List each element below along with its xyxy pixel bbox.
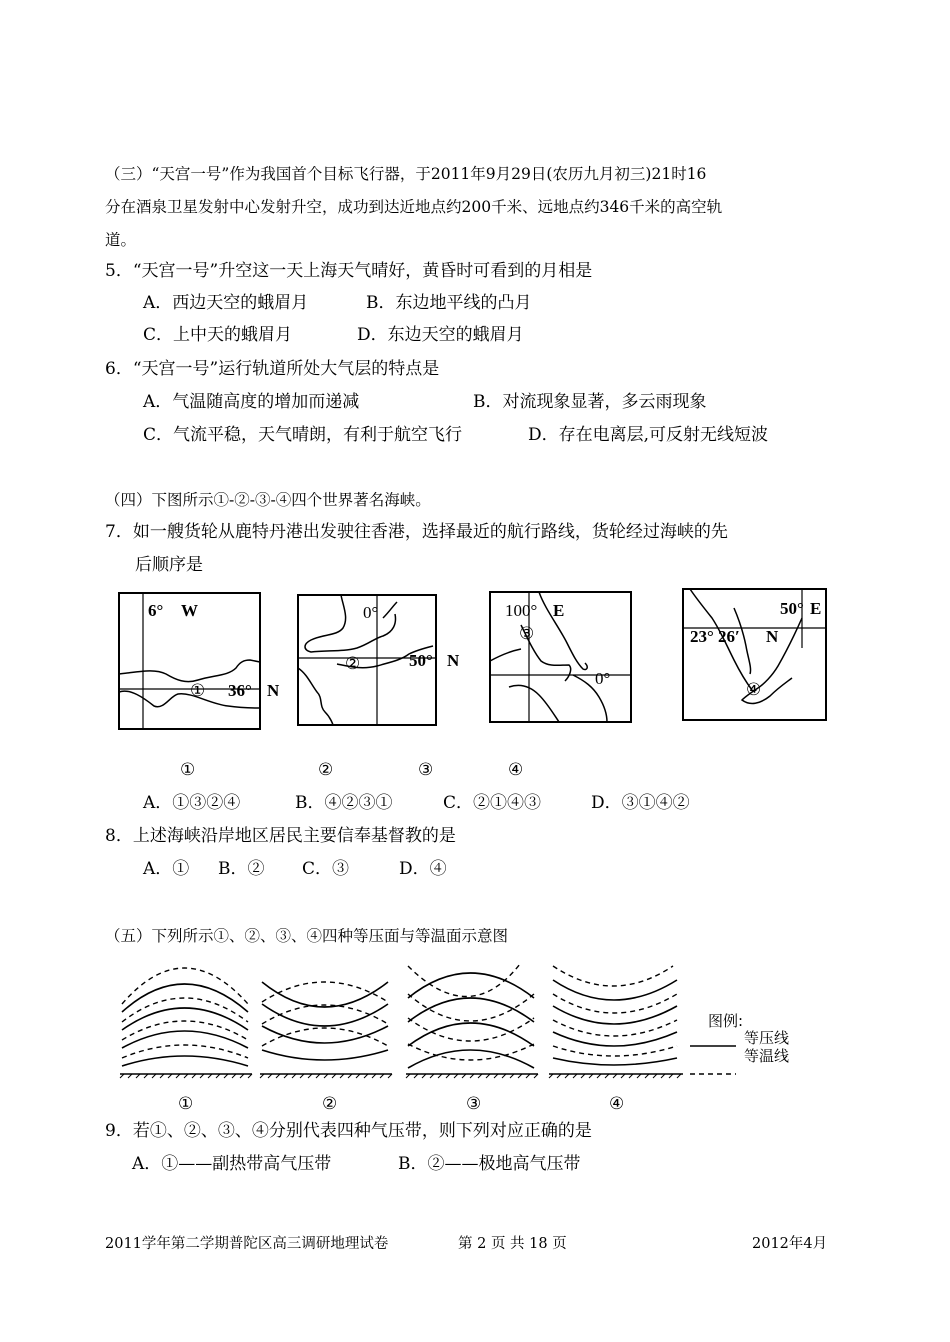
isobar-caption-4: ④ <box>609 1094 625 1114</box>
q8-stem: 8．上述海峡沿岸地区居民主要信奉基督教的是 <box>105 826 456 846</box>
map1-lon-dir: W <box>181 601 198 620</box>
strait-map-4 <box>682 588 830 723</box>
map1-lat-label: 36° <box>228 681 252 700</box>
map4-marker: ④ <box>746 680 762 699</box>
section3-intro-line2: 分在酒泉卫星发射中心发射升空，成功到达近地点约200千米、远地点约346千米的高空轨 <box>105 198 723 216</box>
map2-marker: ② <box>345 654 361 673</box>
footer-page-number: 第 2 页 共 18 页 <box>458 1236 567 1252</box>
isobar-diagram-2 <box>258 952 398 1082</box>
q5-option-b: B．东边地平线的凸月 <box>366 293 532 313</box>
q7-option-d: D．③①④② <box>591 793 690 813</box>
q6-option-b: B．对流现象显著，多云雨现象 <box>473 392 707 412</box>
q9-option-a: A．①——副热带高气压带 <box>132 1154 332 1174</box>
map2-lat-label: 50° <box>409 651 433 670</box>
legend-isotherm-label: 等温线 <box>744 1047 790 1065</box>
q8-option-c: C．③ <box>302 859 350 879</box>
footer-date: 2012年4月 <box>752 1236 828 1252</box>
strait-caption-2: ② <box>318 760 334 780</box>
map3-lon-dir: E <box>553 601 565 620</box>
q6-stem: 6．“天宫一号”运行轨道所处大气层的特点是 <box>105 359 440 379</box>
q6-option-a: A．气温随高度的增加而递减 <box>143 392 360 412</box>
isobar-caption-3: ③ <box>466 1094 482 1114</box>
section3-intro-line1: （三）“天宫一号”作为我国首个目标飞行器，于2011年9月29日(农历九月初三)21时16 <box>105 165 707 183</box>
q7-stem-line1: 7．如一艘货轮从鹿特丹港出发驶往香港，选择最近的航行路线，货轮经过海峡的先 <box>105 522 728 542</box>
q5-option-d: D．东边天空的蛾眉月 <box>357 325 524 345</box>
q6-option-c: C．气流平稳，天气晴朗，有利于航空飞行 <box>143 425 463 445</box>
q7-stem-line2: 后顺序是 <box>135 555 203 575</box>
map2-lat-dir: N <box>447 651 460 670</box>
q5-stem: 5．“天宫一号”升空这一天上海天气晴好，黄昏时可看到的月相是 <box>105 261 593 281</box>
q7-option-a: A．①③②④ <box>143 793 241 813</box>
section4-intro: （四）下图所示①-②-③-④四个世界著名海峡。 <box>105 491 431 509</box>
strait-caption-1: ① <box>180 760 196 780</box>
map4-lon-label: 50° <box>780 599 804 618</box>
q5-option-a: A．西边天空的蛾眉月 <box>143 293 309 313</box>
q9-option-b: B．②——极地高气压带 <box>398 1154 581 1174</box>
legend-title: 图例: <box>708 1012 744 1030</box>
strait-caption-3: ③ <box>418 760 434 780</box>
map3-lon-label: 100° <box>505 601 538 620</box>
q9-stem: 9．若①、②、③、④分别代表四种气压带，则下列对应正确的是 <box>105 1121 592 1141</box>
q8-option-b: B．② <box>218 859 265 879</box>
q8-option-a: A．① <box>143 859 190 879</box>
map3-marker: ③ <box>519 624 535 643</box>
map1-lat-dir: N <box>267 681 280 700</box>
isobar-diagram-1 <box>118 952 258 1082</box>
map4-lat-dir: N <box>766 627 779 646</box>
map1-marker: ① <box>190 681 206 700</box>
map2-lon-label: 0° <box>363 603 379 622</box>
footer-left: 2011学年第二学期普陀区高三调研地理试卷 <box>105 1236 389 1252</box>
legend-isobar-label: 等压线 <box>744 1029 790 1047</box>
map4-lon-dir: E <box>810 599 822 618</box>
strait-map-2 <box>297 594 460 727</box>
isobar-diagram-3 <box>404 952 544 1082</box>
q7-option-c: C．②①④③ <box>443 793 542 813</box>
isobar-caption-2: ② <box>322 1094 338 1114</box>
section5-intro: （五）下列所示①、②、③、④四种等压面与等温面示意图 <box>105 927 509 945</box>
map3-lat-label: 0° <box>595 669 611 688</box>
strait-caption-4: ④ <box>508 760 524 780</box>
q8-option-d: D．④ <box>399 859 447 879</box>
q6-option-d: D．存在电离层,可反射无线短波 <box>528 425 769 445</box>
legend-lines <box>690 1044 740 1084</box>
section3-intro-line3: 道。 <box>105 231 137 249</box>
q7-option-b: B．④②③① <box>295 793 393 813</box>
strait-map-1 <box>118 592 280 732</box>
isobar-diagram-4 <box>547 952 687 1082</box>
q5-option-c: C．上中天的蛾眉月 <box>143 325 293 345</box>
map4-lat-label: 23° 26′ <box>690 627 740 646</box>
map1-lon-label: 6° <box>148 601 164 620</box>
isobar-caption-1: ① <box>178 1094 194 1114</box>
strait-map-3 <box>489 591 634 725</box>
